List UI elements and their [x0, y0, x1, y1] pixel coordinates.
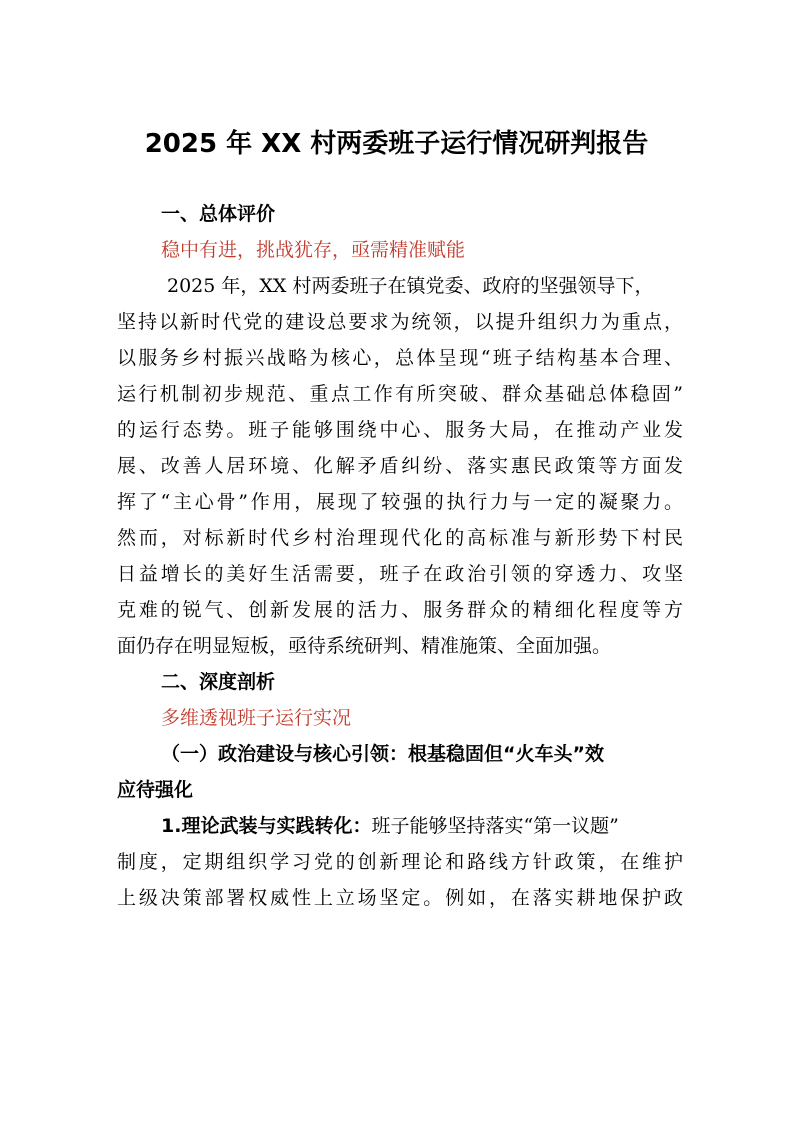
paragraph-line: 克难的锐气、创新发展的活力、服务群众的精细化程度等方: [117, 599, 683, 621]
paragraph-line: 2025 年，XX 村两委班子在镇党委、政府的坚强领导下，: [167, 275, 654, 297]
subsection1-heading-line1: （一）政治建设与核心引领：根基稳固但“火车头”效: [161, 743, 604, 765]
paragraph-line: 挥了“主心骨”作用，展现了较强的执行力与一定的凝聚力。: [117, 491, 683, 513]
item1-first-line: [117, 808, 683, 844]
item1-label: 1.理论武装与实践转化：: [161, 815, 372, 837]
paragraph-line: 展、改善人居环境、化解矛盾纠纷、落实惠民政策等方面发: [117, 455, 683, 477]
paragraph-line: 以服务乡村振兴战略为核心，总体呈现“班子结构基本合理、: [117, 347, 683, 369]
paragraph-line: 运行机制初步规范、重点工作有所突破、群众基础总体稳固”: [117, 383, 683, 405]
document-body: [117, 196, 683, 916]
subsection1-heading-line2: 应待强化: [117, 779, 194, 801]
section1-subheading: 稳中有进，挑战犹存，亟需精准赋能: [161, 239, 466, 261]
paragraph-line: 面仍存在明显短板，亟待系统研判、精准施策、全面加强。: [117, 635, 612, 657]
paragraph-line: 日益增长的美好生活需要，班子在政治引领的穿透力、攻坚: [117, 563, 683, 585]
document-title: 2025 年 XX 村两委班子运行情况研判报告: [144, 129, 649, 159]
paragraph-line: 的运行态势。班子能够围绕中心、服务大局，在推动产业发: [117, 419, 683, 441]
section2-subheading: 多维透视班子运行实况: [161, 707, 352, 729]
section1-paragraph: [117, 268, 683, 664]
paragraph-line: 坚持以新时代党的建设总要求为统领，以提升组织力为重点，: [117, 311, 683, 333]
paragraph-line: 上级决策部署权威性上立场坚定。例如，在落实耕地保护政: [117, 887, 683, 909]
item1-line1-text: 班子能够坚持落实“第一议题”: [371, 815, 619, 837]
paragraph-line: 制度，定期组织学习党的创新理论和路线方针政策，在维护: [117, 851, 683, 873]
section2-heading: 二、深度剖析: [161, 671, 276, 693]
paragraph-line: 然而，对标新时代乡村治理现代化的高标准与新形势下村民: [117, 527, 683, 549]
section1-heading: 一、总体评价: [161, 203, 276, 225]
